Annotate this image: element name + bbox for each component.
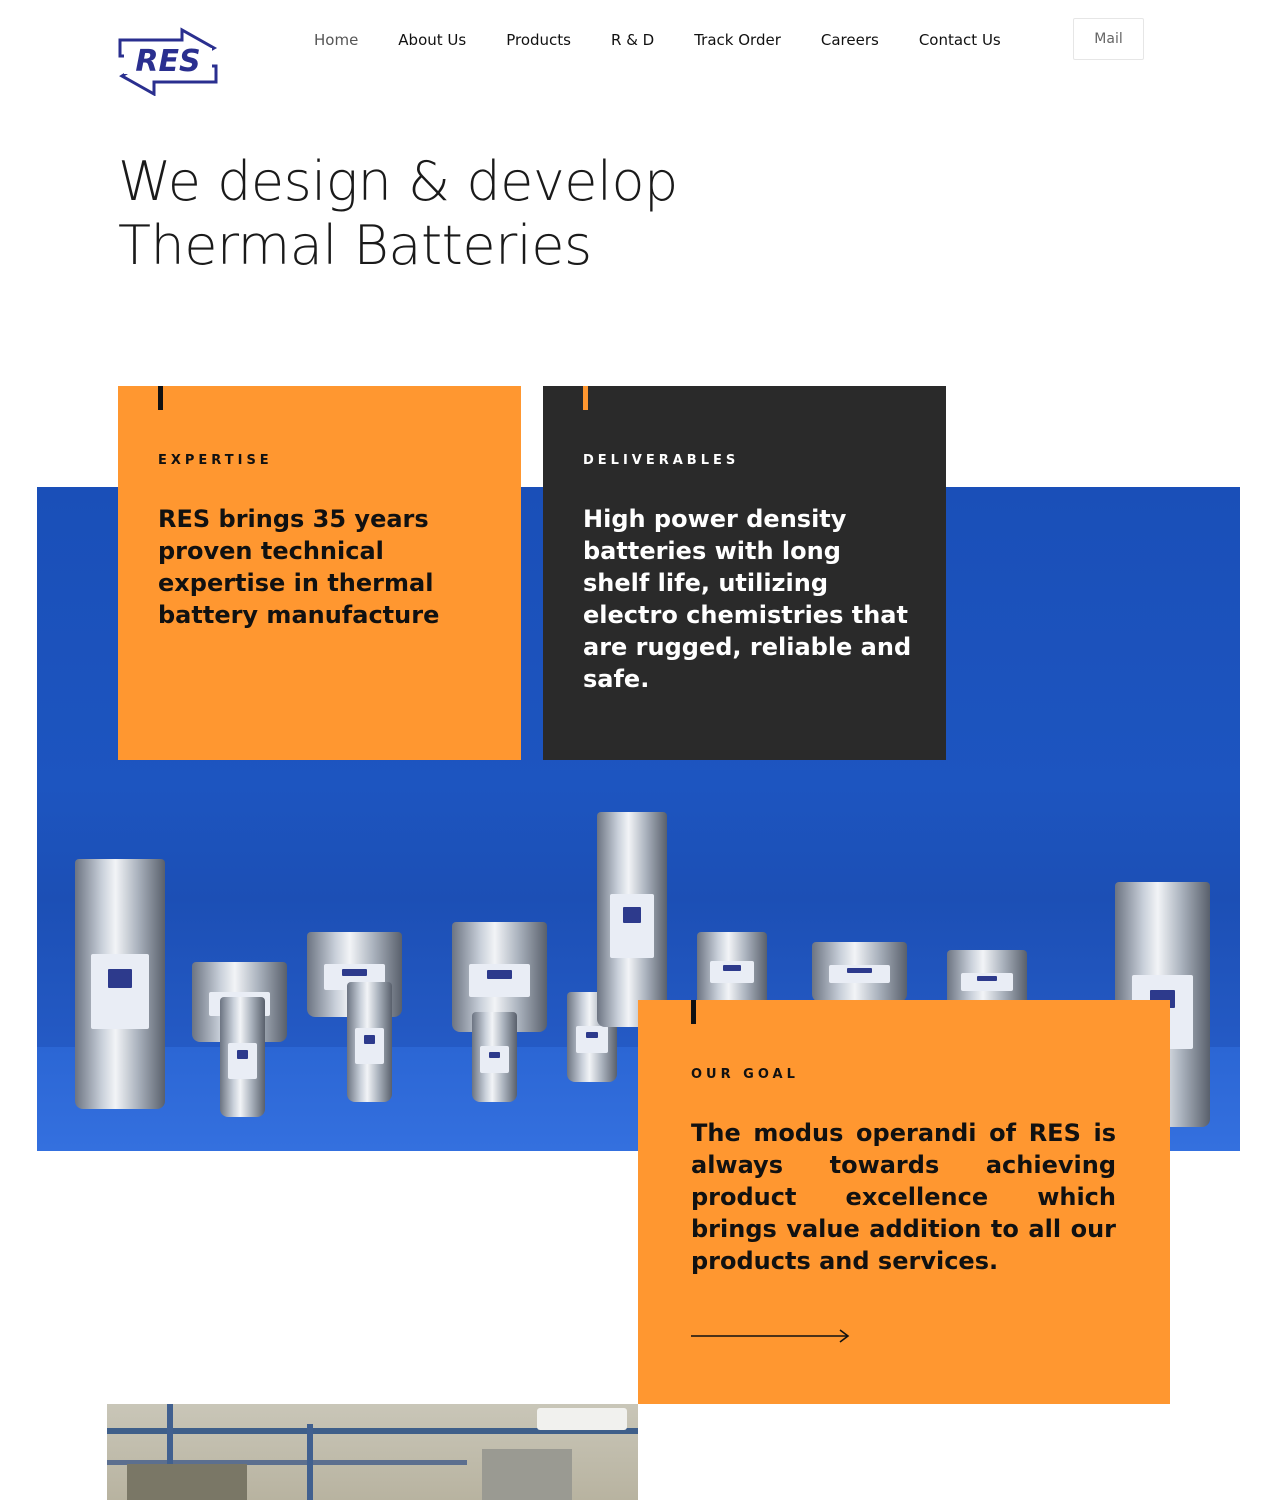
battery-can — [812, 942, 907, 1002]
goal-label: OUR GOAL — [691, 1067, 799, 1082]
nav-products[interactable]: Products — [506, 31, 571, 49]
deliverables-label: DELIVERABLES — [583, 453, 740, 468]
workshop-photo — [107, 1404, 638, 1500]
expertise-card — [118, 386, 521, 760]
nav-about-us[interactable]: About Us — [398, 31, 467, 49]
main-nav — [314, 30, 1041, 50]
nav-home[interactable]: Home — [314, 31, 359, 49]
battery-can — [597, 812, 667, 1027]
expertise-label: EXPERTISE — [158, 453, 273, 468]
nav-track-order[interactable]: Track Order — [694, 31, 781, 49]
expertise-text: RES brings 35 years proven technical expertise in thermal battery manufacture — [158, 505, 440, 629]
goal-card — [638, 1000, 1170, 1404]
nav-contact-us[interactable]: Contact Us — [918, 31, 1001, 49]
arrow-right-icon[interactable] — [691, 1326, 851, 1346]
card-tick-mark — [583, 386, 588, 410]
deliverables-text: High power density batteries with long shelf life, utilizing electro chemistries that are rugged, reliable and safe. — [583, 505, 912, 693]
hero-title-line1: We design & develop — [118, 150, 678, 213]
goal-text: The modus operandi of RES is always towards achieving product excellence which brings value addition to all our products and services. — [691, 1119, 1116, 1275]
logo-text: RES — [135, 44, 201, 79]
battery-can — [472, 1012, 517, 1102]
deliverables-card — [543, 386, 946, 760]
battery-can — [220, 997, 265, 1117]
hero-title-line2: Thermal Batteries — [118, 214, 592, 277]
nav-careers[interactable]: Careers — [820, 31, 879, 49]
battery-can — [75, 859, 165, 1109]
battery-can — [347, 982, 392, 1102]
hero-title — [118, 150, 818, 278]
mail-button[interactable]: Mail — [1073, 18, 1144, 60]
card-tick-mark — [158, 386, 163, 410]
res-logo[interactable] — [118, 26, 218, 96]
card-tick-mark — [691, 1000, 696, 1024]
battery-can — [697, 932, 767, 1007]
nav-r-and-d[interactable]: R & D — [611, 31, 655, 49]
